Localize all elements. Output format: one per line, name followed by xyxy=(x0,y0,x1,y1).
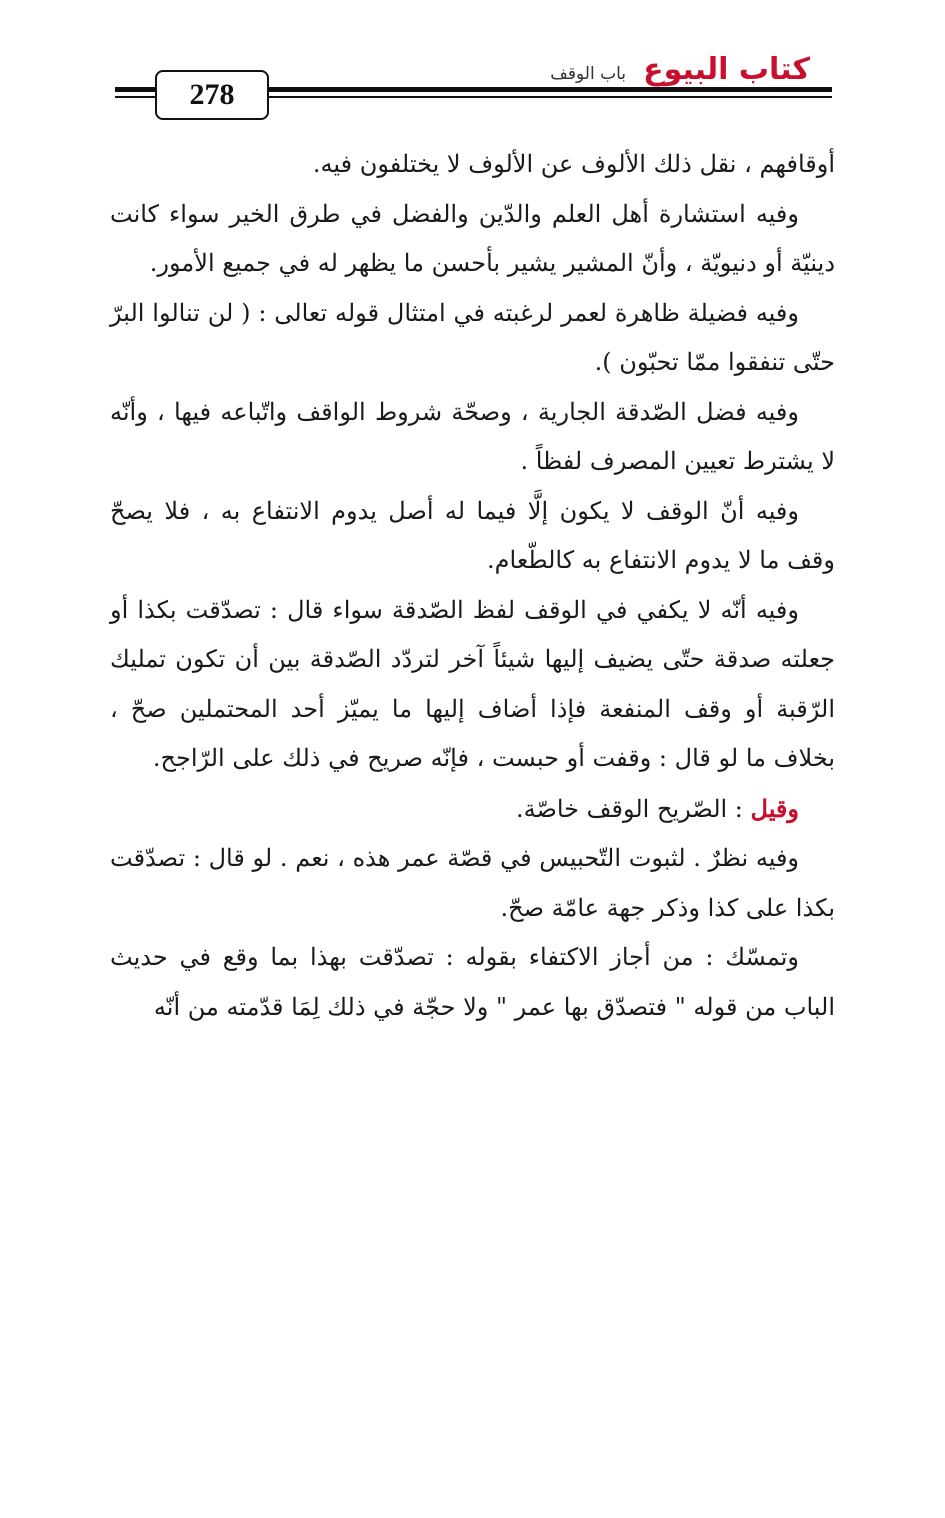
paragraph-consultation: وفيه استشارة أهل العلم والدّين والفضل في طرق الخير سواء كانت دينيّة أو دنيويّة ، وأنّ المشير يشير بأحسن ما يظهر له في جميع الأمور. xyxy=(110,199,835,277)
page-header xyxy=(115,50,832,122)
paragraph-qila xyxy=(110,784,835,835)
qila-text: : الصّريح الوقف خاصّة. xyxy=(515,794,751,823)
book-title: كتاب البيوع xyxy=(643,52,810,87)
page-body xyxy=(110,140,835,1032)
paragraph-sadaqa-wording: وفيه أنّه لا يكفي في الوقف لفظ الصّدقة سواء قال : تصدّقت بكذا أو جعلته صدقة حتّى يضيف إليها شيئاً آخر لتردّد الصّدقة بين أن تكون تمليك الرّقبة أو وقف المنفعة فإذا أضاف إليها ما يميّز أحد المحتملين صحّ ، بخلاف ما لو قال : وقفت أو حبست ، فإنّه صريح في ذلك على الرّاجح. xyxy=(110,595,835,772)
qila-label: وقيل xyxy=(750,793,799,823)
paragraph-argument: وتمسّك : من أجاز الاكتفاء بقوله : تصدّقت بهذا بما وقع في حديث الباب من قوله " فتصدّق بها عمر " ولا حجّة في ذلك لِمَا قدّمته من أنّه xyxy=(110,943,835,1021)
paragraph-objection: وفيه نظرٌ . لثبوت التّحبيس في قصّة عمر هذه ، نعم . لو قال : تصدّقت بكذا على كذا وذكر جهة عامّة صحّ. xyxy=(110,844,835,922)
chapter-title: باب الوقف xyxy=(550,64,627,84)
page-number: 278 xyxy=(155,70,269,120)
paragraph-virtue-umar: وفيه فضيلة ظاهرة لعمر لرغبته في امتثال قوله تعالى : ( لن تنالوا البرّ حتّى تنفقوا ممّا تحبّون ). xyxy=(110,298,835,376)
paragraph-continuation: أوقافهم ، نقل ذلك الألوف عن الألوف لا يختلفون فيه. xyxy=(312,150,835,178)
paragraph-lasting-benefit: وفيه أنّ الوقف لا يكون إلَّا فيما له أصل يدوم الانتفاع به ، فلا يصحّ وقف ما لا يدوم الانتفاع به كالطّعام. xyxy=(110,496,835,574)
paragraph-charity: وفيه فضل الصّدقة الجارية ، وصحّة شروط الواقف واتّباعه فيها ، وأنّه لا يشترط تعيين المصرف لفظاً . xyxy=(110,397,835,475)
